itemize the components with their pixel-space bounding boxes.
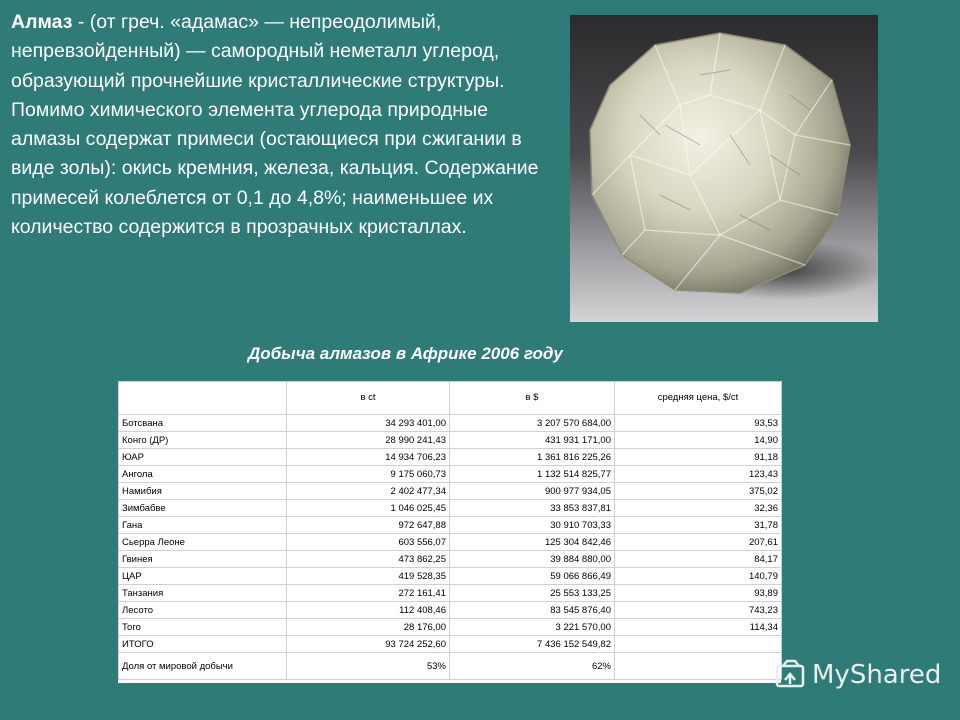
diamond-production-table [118, 381, 781, 683]
country-cell: ЦАР [119, 568, 287, 585]
header-carats: в ct [287, 382, 450, 415]
dollars-cell: 1 361 816 225,26 [450, 449, 615, 466]
country-cell: Того [119, 619, 287, 636]
table-title: Добыча алмазов в Африке 2006 году [248, 344, 563, 363]
country-cell: Гвинея [119, 551, 287, 568]
price-cell: 32,36 [615, 500, 782, 517]
country-cell: Гана [119, 517, 287, 534]
price-cell: 31,78 [615, 517, 782, 534]
carats-cell: 28 990 241,43 [287, 432, 450, 449]
dollars-cell: 125 304 842,46 [450, 534, 615, 551]
intro-text: - (от греч. «адамас» — непреодолимый, непревзойденный) — самородный неметалл углерод, образующий прочнейшие кристаллические структуры. Помимо химического элемента углерода природные алмазы содержат примеси (остающиеся при сжигании в виде золы): окись кремния, железа, кальция. Содержание примесей колеблется от 0,1 до 4,8%; наименьшее их количество содержится в прозрачных кристаллах. [11, 11, 539, 239]
total-carats: 93 724 252,60 [287, 636, 450, 653]
carats-cell: 28 176,00 [287, 619, 450, 636]
myshared-text: MyShared [812, 660, 942, 690]
price-cell: 14,90 [615, 432, 782, 449]
table-row [119, 585, 782, 602]
dollars-cell: 1 132 514 825,77 [450, 466, 615, 483]
country-cell: Зимбабве [119, 500, 287, 517]
carats-cell: 34 293 401,00 [287, 415, 450, 432]
share-label: Доля от мировой добычи [119, 653, 287, 680]
total-price [615, 636, 782, 653]
country-cell: Конго (ДР) [119, 432, 287, 449]
dollars-cell: 900 977 934,05 [450, 483, 615, 500]
table-row [119, 517, 782, 534]
intro-paragraph [11, 8, 561, 242]
country-cell: ЮАР [119, 449, 287, 466]
myshared-watermark [772, 656, 952, 694]
table-row [119, 602, 782, 619]
price-cell: 207,61 [615, 534, 782, 551]
table-row [119, 619, 782, 636]
table-row [119, 500, 782, 517]
country-cell: Ботсвана [119, 415, 287, 432]
rough-diamond-photo [570, 15, 878, 322]
table-header-row [119, 382, 782, 415]
table-row [119, 432, 782, 449]
myshared-logo-icon [774, 658, 808, 692]
carats-cell: 972 647,88 [287, 517, 450, 534]
country-cell: Лесото [119, 602, 287, 619]
header-avg-price: средняя цена, $/ct [615, 382, 782, 415]
dollars-cell: 39 884 880,00 [450, 551, 615, 568]
price-cell: 743,23 [615, 602, 782, 619]
table-row [119, 568, 782, 585]
share-carats: 53% [287, 653, 450, 680]
carats-cell: 473 862,25 [287, 551, 450, 568]
dollars-cell: 431 931 171,00 [450, 432, 615, 449]
price-cell: 123,43 [615, 466, 782, 483]
price-cell: 114,34 [615, 619, 782, 636]
price-cell: 91,18 [615, 449, 782, 466]
dollars-cell: 3 221 570,00 [450, 619, 615, 636]
country-cell: Намибия [119, 483, 287, 500]
price-cell: 93,89 [615, 585, 782, 602]
carats-cell: 9 175 060,73 [287, 466, 450, 483]
country-cell: Танзания [119, 585, 287, 602]
price-cell: 375,02 [615, 483, 782, 500]
country-cell: Ангола [119, 466, 287, 483]
dollars-cell: 59 066 866,49 [450, 568, 615, 585]
intro-term: Алмаз [11, 11, 73, 33]
table-row-total [119, 636, 782, 653]
price-cell: 140,79 [615, 568, 782, 585]
total-label: ИТОГО [119, 636, 287, 653]
header-dollars: в $ [450, 382, 615, 415]
table-row [119, 551, 782, 568]
table-row [119, 466, 782, 483]
price-cell: 84,17 [615, 551, 782, 568]
share-price [615, 653, 782, 680]
dollars-cell: 3 207 570 684,00 [450, 415, 615, 432]
table-row [119, 415, 782, 432]
table-row [119, 483, 782, 500]
carats-cell: 272 161,41 [287, 585, 450, 602]
table-row [119, 449, 782, 466]
share-dollars: 62% [450, 653, 615, 680]
carats-cell: 1 046 025,45 [287, 500, 450, 517]
country-cell: Сьерра Леоне [119, 534, 287, 551]
header-country [119, 382, 287, 415]
dollars-cell: 25 553 133,25 [450, 585, 615, 602]
carats-cell: 603 556,07 [287, 534, 450, 551]
rough-diamond-icon [570, 15, 878, 322]
carats-cell: 14 934 706,23 [287, 449, 450, 466]
dollars-cell: 30 910 703,33 [450, 517, 615, 534]
carats-cell: 419 528,35 [287, 568, 450, 585]
dollars-cell: 33 853 837,81 [450, 500, 615, 517]
carats-cell: 2 402 477,34 [287, 483, 450, 500]
dollars-cell: 83 545 876,40 [450, 602, 615, 619]
table-row-world-share [119, 653, 782, 680]
table-row [119, 534, 782, 551]
carats-cell: 112 408,46 [287, 602, 450, 619]
total-dollars: 7 436 152 549,82 [450, 636, 615, 653]
price-cell: 93,53 [615, 415, 782, 432]
